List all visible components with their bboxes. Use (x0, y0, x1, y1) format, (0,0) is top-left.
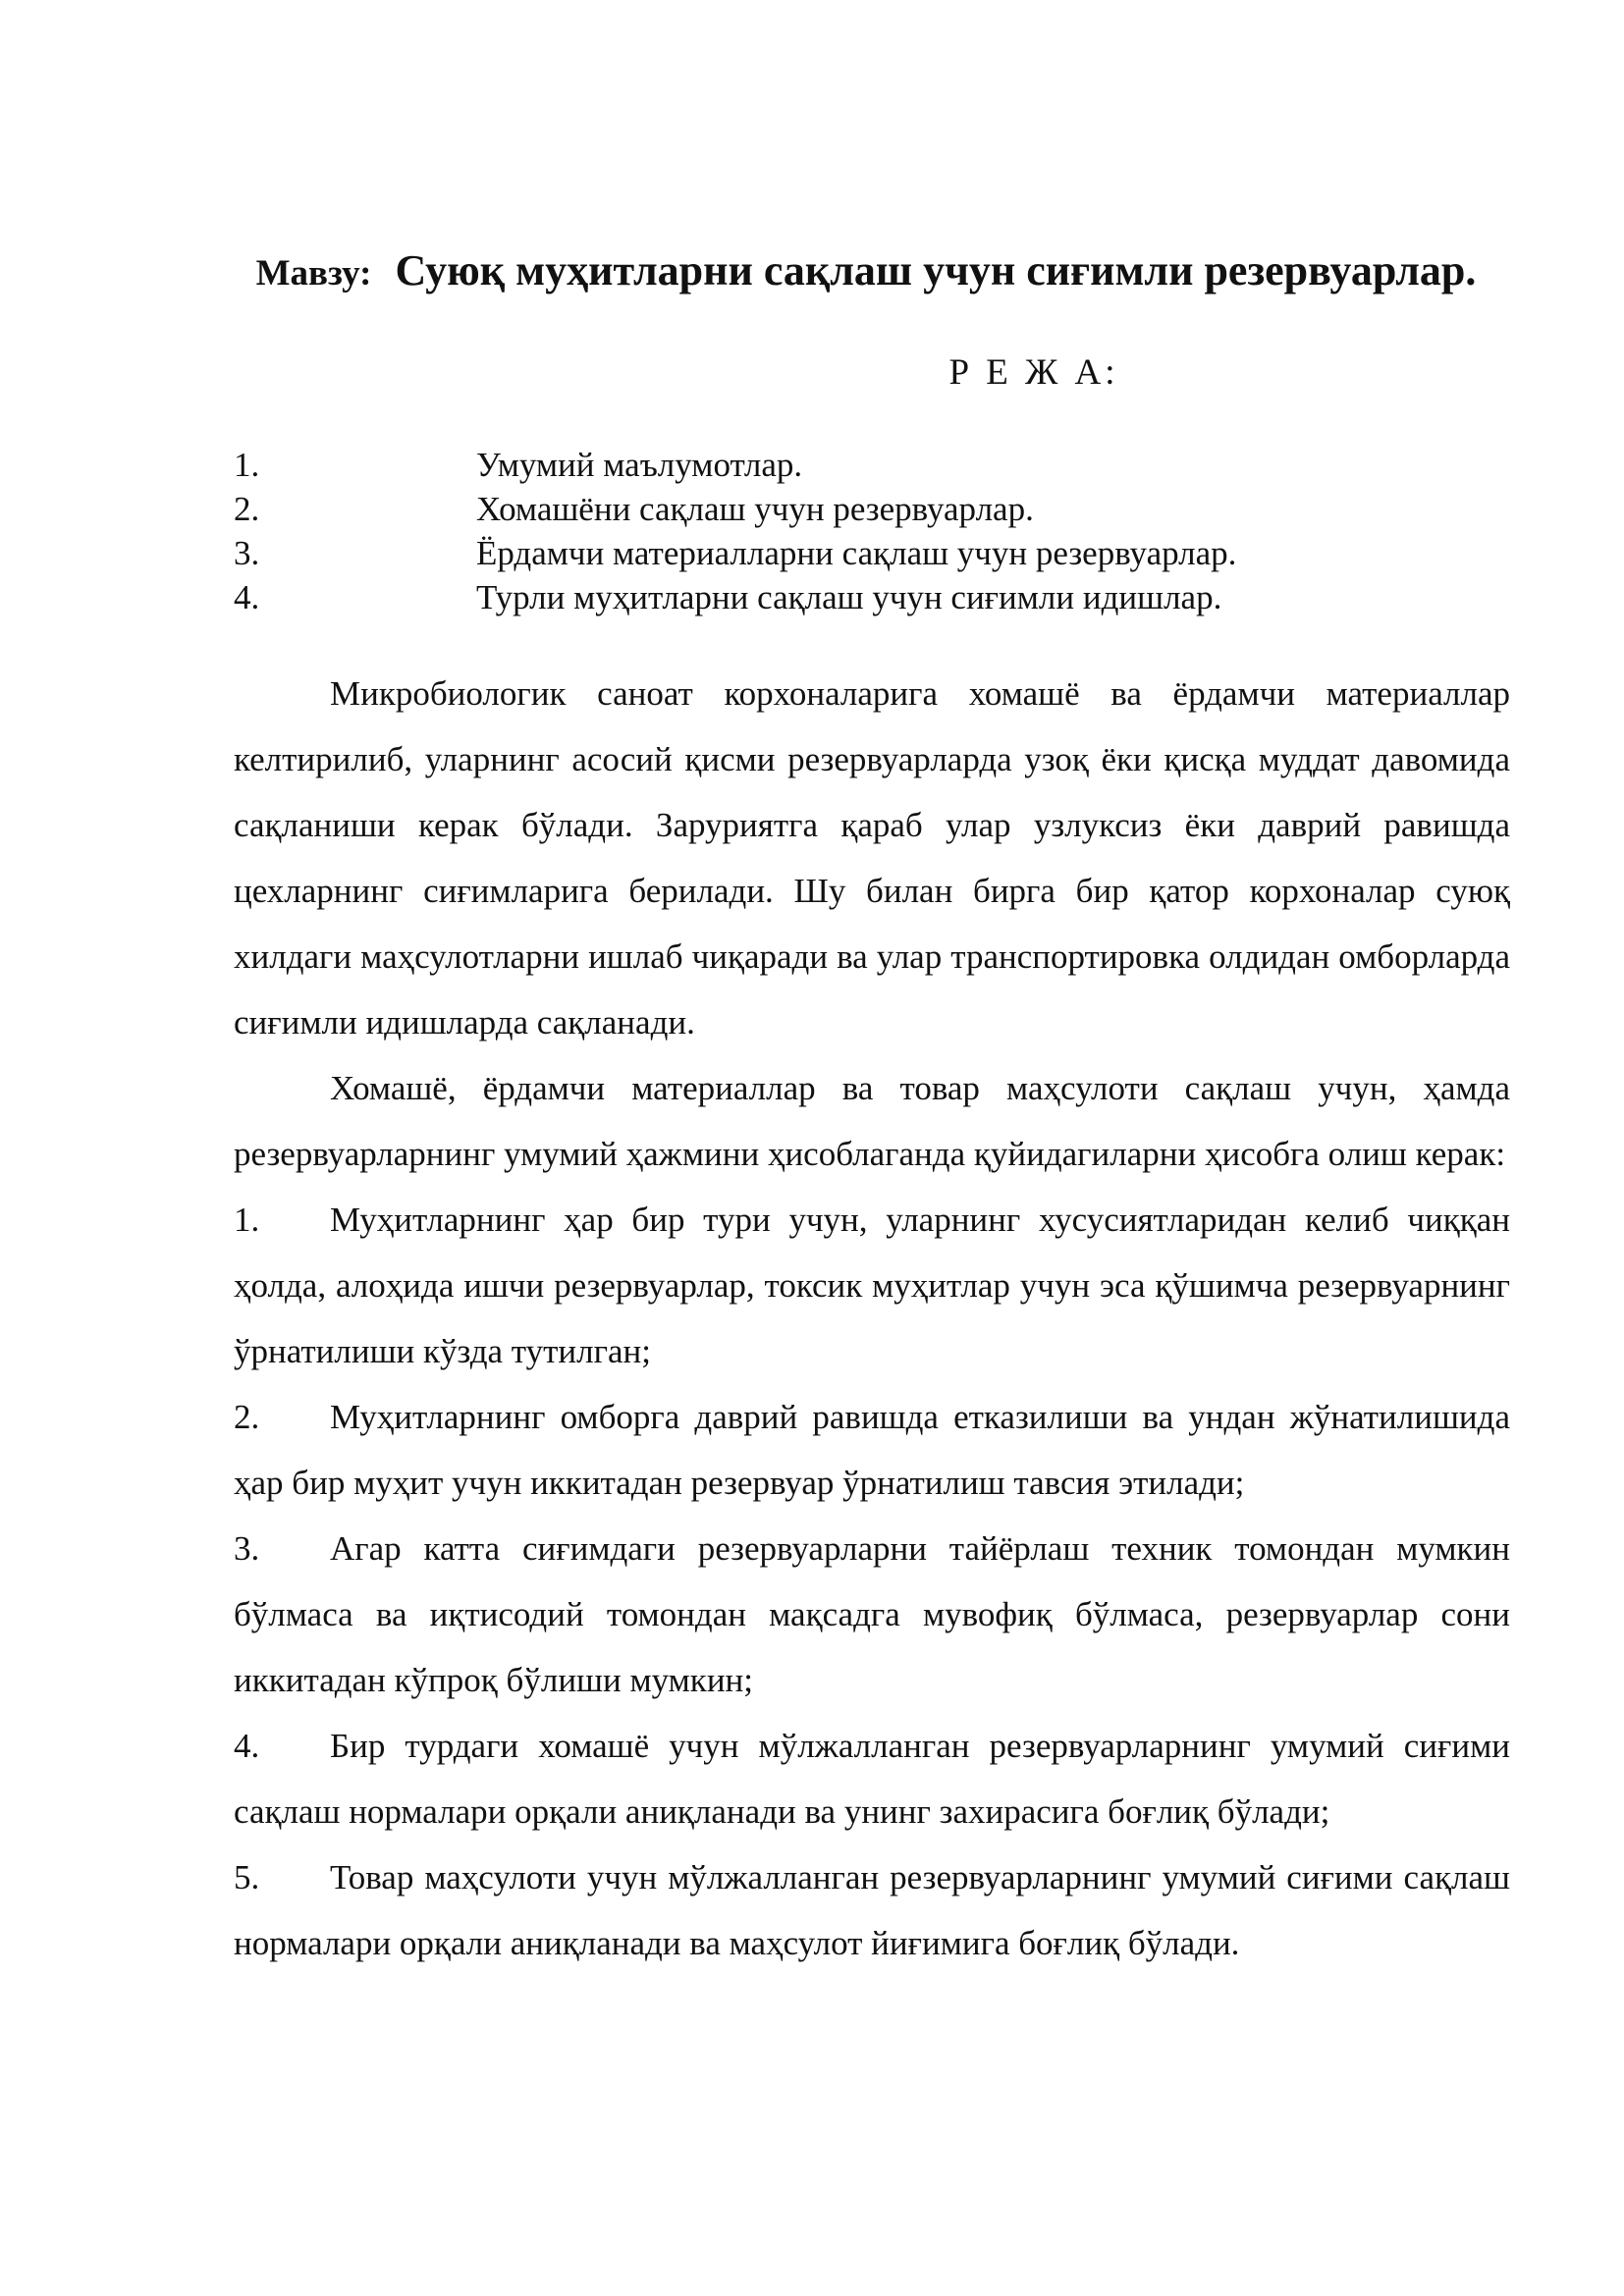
rule-number: 4. (234, 1727, 260, 1765)
rule-text: Муҳитларнинг омборга даврий равишда етказилиши ва ундан жўнатилишида ҳар бир муҳит учун иккитадан резервуар ўрнатилиш тавсия этилади; (234, 1398, 1510, 1502)
rule-number: 5. (234, 1858, 260, 1896)
rule-item (234, 1187, 1510, 1384)
paragraph-intro: Микробиологик саноат корхоналарига хомашё ва ёрдамчи материаллар келтирилиб, уларнинг асосий қисми резервуарларда узоқ ёки қисқа муддат давомида сақланиши керак бўлади. Заруриятга қараб улар узлуксиз ёки даврий равишда цехларнинг сиғимларига берилади. Шу билан бирга бир қатор корхоналар суюқ хилдаги маҳсулотларни ишлаб чиқаради ва улар транспортировка олдидан омборларда сиғимли идишларда сақланади. (234, 674, 1510, 1041)
rule-number: 2. (234, 1398, 260, 1436)
plan-item (234, 443, 1510, 487)
document-content (234, 240, 1510, 1976)
plan-item (234, 575, 1510, 619)
rule-item (234, 1713, 1510, 1844)
plan-item-number: 2. (234, 490, 260, 528)
rule-item (234, 1844, 1510, 1976)
rule-text: Муҳитларнинг ҳар бир тури учун, уларнинг хусусиятларидан келиб чиққан ҳолда, алоҳида ишчи резервуарлар, токсик муҳитлар учун эса қўшимча резервуарнинг ўрнатилиши кўзда тутилган; (234, 1201, 1510, 1370)
plan-item-text: Умумий маълумотлар. (476, 446, 803, 484)
document-title (222, 240, 1510, 311)
plan-item-number: 4. (234, 578, 260, 616)
rule-text: Бир турдаги хомашё учун мўлжалланган резервуарларнинг умумий сиғими сақлаш нормалари орқали аниқланади ва унинг захирасига боғлиқ бўлади; (234, 1727, 1510, 1831)
document-body (234, 661, 1510, 1976)
plan-list (234, 443, 1510, 619)
plan-item (234, 531, 1510, 575)
rule-number: 1. (234, 1201, 260, 1239)
rule-item (234, 1516, 1510, 1713)
paragraph-requirements: Хомашё, ёрдамчи материаллар ва товар маҳсулоти сақлаш учун, ҳамда резервуарларнинг умумий ҳажмини ҳисоблаганда қуйидагиларни ҳисобга олиш керак: (234, 1069, 1510, 1173)
title-text: Суюқ муҳитларни сақлаш учун сиғимли резервуарлар. (395, 246, 1477, 294)
plan-item-text: Ёрдамчи материалларни сақлаш учун резервуарлар. (476, 534, 1237, 572)
rule-text: Агар катта сиғимдаги резервуарларни тайёрлаш техник томондан мумкин бўлмаса ва иқтисодий томондан мақсадга мувофиқ бўлмаса, резервуарлар сони иккитадан кўпроқ бўлиши мумкин; (234, 1529, 1510, 1699)
plan-item-number: 3. (234, 534, 260, 572)
plan-item-text: Турли муҳитларни сақлаш учун сиғимли идишлар. (476, 578, 1222, 616)
plan-heading: Р Е Ж А: (948, 352, 1119, 393)
rule-item (234, 1384, 1510, 1516)
rule-number: 3. (234, 1529, 260, 1568)
plan-item-text: Хомашёни сақлаш учун резервуарлар. (476, 490, 1034, 528)
plan-item-number: 1. (234, 446, 260, 484)
plan-item (234, 487, 1510, 531)
title-label: Мавзу: (255, 253, 372, 294)
rule-text: Товар маҳсулоти учун мўлжалланган резервуарларнинг умумий сиғими сақлаш нормалари орқали аниқланади ва маҳсулот йиғимига боғлиқ бўлади. (234, 1858, 1510, 1962)
